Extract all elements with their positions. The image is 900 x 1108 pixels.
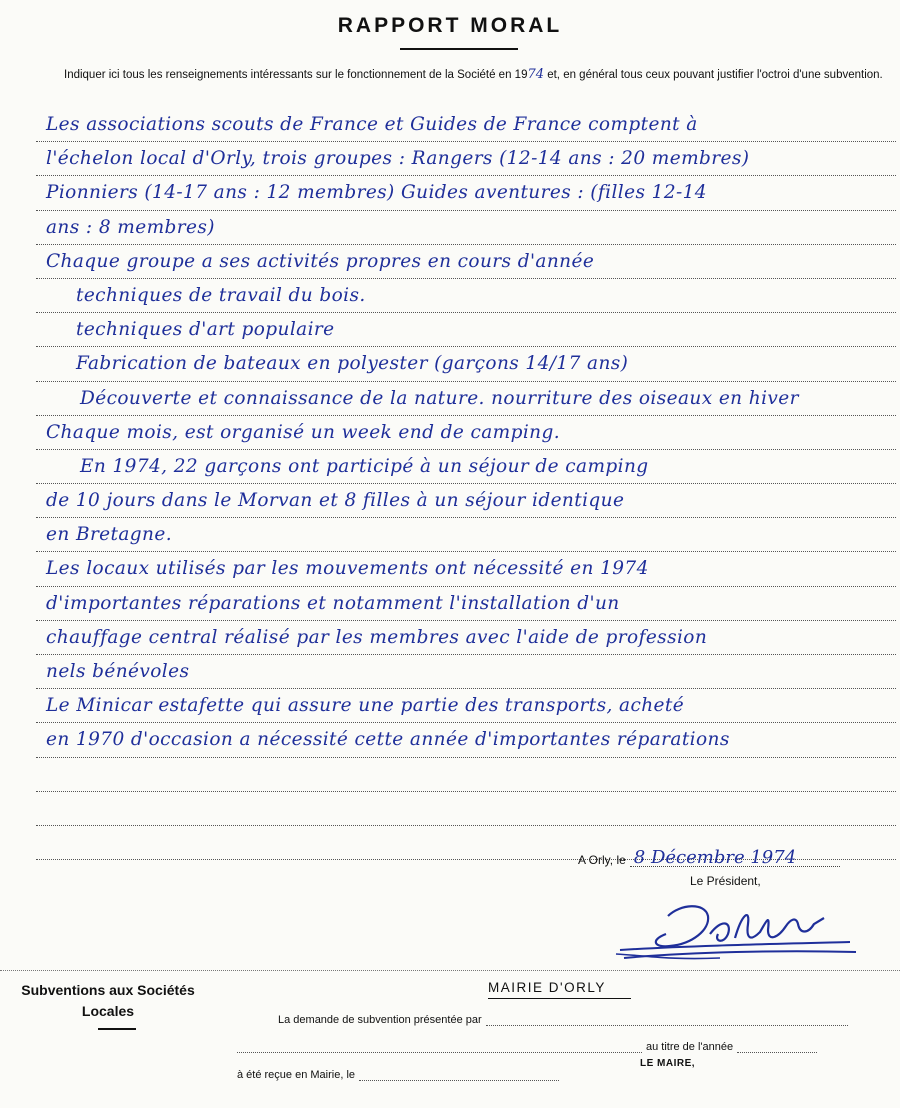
au-titre-row [237, 1040, 817, 1053]
mairie-underline [488, 998, 631, 999]
handwritten-line: nels bénévoles [36, 655, 896, 689]
handwritten-line: Pionniers (14-17 ans : 12 membres) Guides aventures : (filles 12-14 [36, 176, 896, 210]
handwritten-line: l'échelon local d'Orly, trois groupes : Rangers (12-14 ans : 20 membres) [36, 142, 896, 176]
handwritten-line: Découverte et connaissance de la nature. nourriture des oiseaux en hiver [36, 382, 896, 416]
handwritten-line: chauffage central réalisé par les membres avec l'aide de profession [36, 621, 896, 655]
place-label: A Orly, le [578, 853, 626, 867]
handwritten-report [36, 108, 896, 860]
page-title: RAPPORT MORAL [337, 14, 563, 37]
demande-row [278, 1013, 848, 1026]
blank-line [36, 758, 896, 792]
recue-row [237, 1068, 559, 1081]
handwritten-line: Les associations scouts de France et Guides de France comptent à [36, 108, 896, 142]
demande-field[interactable] [486, 1013, 848, 1026]
blank-line [36, 792, 896, 826]
handwritten-line: Le Minicar estafette qui assure une partie des transports, acheté [36, 689, 896, 723]
place-date-row [578, 847, 840, 868]
handwritten-line: d'importantes réparations et notamment l'installation d'un [36, 587, 896, 621]
section-divider [0, 970, 900, 971]
au-titre-label: au titre de l'année [646, 1041, 734, 1053]
handwritten-line: de 10 jours dans le Morvan et 8 filles à un séjour identique [36, 484, 896, 518]
handwritten-line: Fabrication de bateaux en polyester (garçons 14/17 ans) [36, 347, 896, 381]
handwritten-line: techniques de travail du bois. [36, 279, 896, 313]
recue-label: à été reçue en Mairie, le [237, 1069, 356, 1081]
signature-date: 8 Décembre 1974 [633, 847, 797, 868]
le-maire-label: LE MAIRE, [640, 1058, 696, 1069]
subventions-underline [98, 1028, 136, 1030]
instructions-text [36, 66, 888, 84]
instructions-before: Indiquer ici tous les renseignements intéressants sur le fonctionnement de la Société en 19 [64, 69, 528, 81]
recue-date-field[interactable] [359, 1068, 559, 1081]
subventions-label: Subventions aux Sociétés Locales [21, 982, 195, 1019]
handwritten-line: ans : 8 membres) [36, 211, 896, 245]
signature-block [0, 842, 900, 962]
date-field [630, 847, 840, 868]
handwritten-line: Les locaux utilisés par les mouvements ont nécessité en 1974 [36, 552, 896, 586]
handwritten-line: en Bretagne. [36, 518, 896, 552]
president-label: Le Président, [690, 874, 761, 888]
handwritten-line: Chaque mois, est organisé un week end de camping. [36, 416, 896, 450]
handwritten-line: En 1974, 22 garçons ont participé à un séjour de camping [36, 450, 896, 484]
instructions-year: 74 [527, 67, 545, 82]
handwritten-line: techniques d'art populaire [36, 313, 896, 347]
instructions-after: et, en général tous ceux pouvant justifier l'octroi d'une subvention. [544, 69, 883, 81]
mairie-title: MAIRIE D'ORLY [488, 980, 606, 995]
annee-field[interactable] [737, 1040, 817, 1053]
handwritten-line: Chaque groupe a ses activités propres en cours d'année [36, 245, 896, 279]
president-signature [610, 894, 870, 969]
title-underline [400, 48, 518, 50]
demande-label: La demande de subvention présentée par [278, 1014, 482, 1026]
au-titre-field[interactable] [237, 1040, 642, 1053]
handwritten-line: en 1970 d'occasion a nécessité cette année d'importantes réparations [36, 723, 896, 757]
